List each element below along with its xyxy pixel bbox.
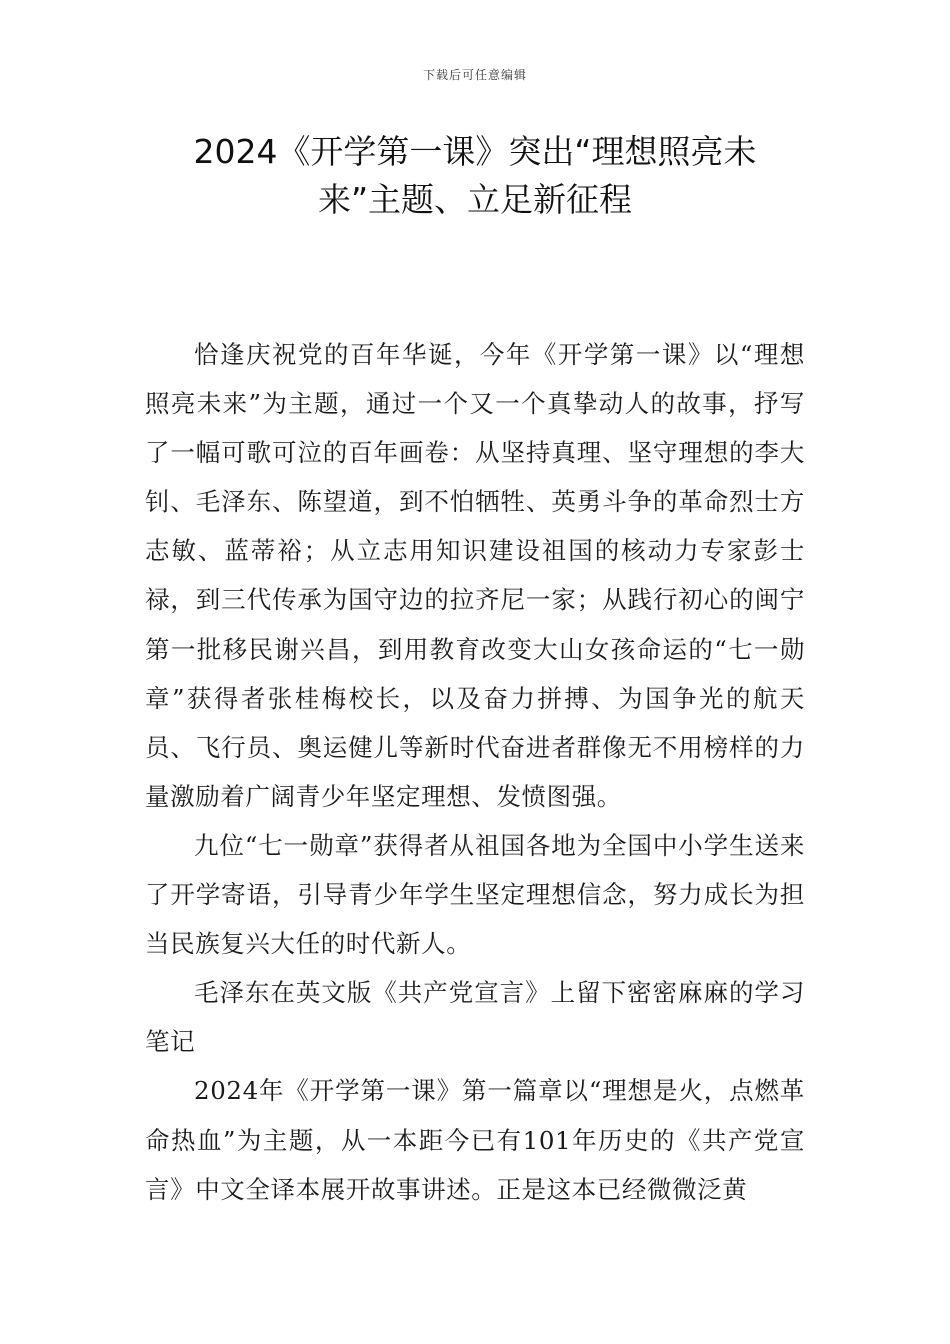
title-line-2: 来”主题、立足新征程: [317, 180, 633, 219]
document-body: [145, 330, 805, 1214]
document-title: [145, 128, 805, 224]
paragraph-4: 2024年《开学第一课》第一篇章以“理想是火，点燃革命热血”为主题，从一本距今已有101年历史的《共产党宣言》中文全译本展开故事讲述。正是这本已经微微泛黄: [145, 1076, 805, 1204]
paragraph-3: 毛泽东在英文版《共产党宣言》上留下密密麻麻的学习笔记: [145, 978, 805, 1057]
paragraph-1: 恰逢庆祝党的百年华诞，今年《开学第一课》以“理想照亮未来”为主题，通过一个又一个真挚动人的故事，抒写了一幅可歌可泣的百年画卷：从坚持真理、坚守理想的李大钊、毛泽东、陈望道，到不怕牺牲、英勇斗争的革命烈士方志敏、蓝蒂裕；从立志用知识建设祖国的核动力专家彭士禄，到三代传承为国守边的拉齐尼一家；从践行初心的闽宁第一批移民谢兴昌，到用教育改变大山女孩命运的“七一勋章”获得者张桂梅校长，以及奋力拼搏、为国争光的航天员、飞行员、奥运健儿等新时代奋进者群像无不用榜样的力量激励着广阔青少年坚定理想、发愤图强。: [145, 340, 805, 811]
paragraph-2: 九位“七一勋章”获得者从祖国各地为全国中小学生送来了开学寄语，引导青少年学生坚定理想信念，努力成长为担当民族复兴大任的时代新人。: [145, 830, 805, 959]
header-note: 下载后可任意编辑: [422, 68, 527, 82]
title-line-1: 2024《开学第一课》突出“理想照亮未: [193, 132, 757, 171]
